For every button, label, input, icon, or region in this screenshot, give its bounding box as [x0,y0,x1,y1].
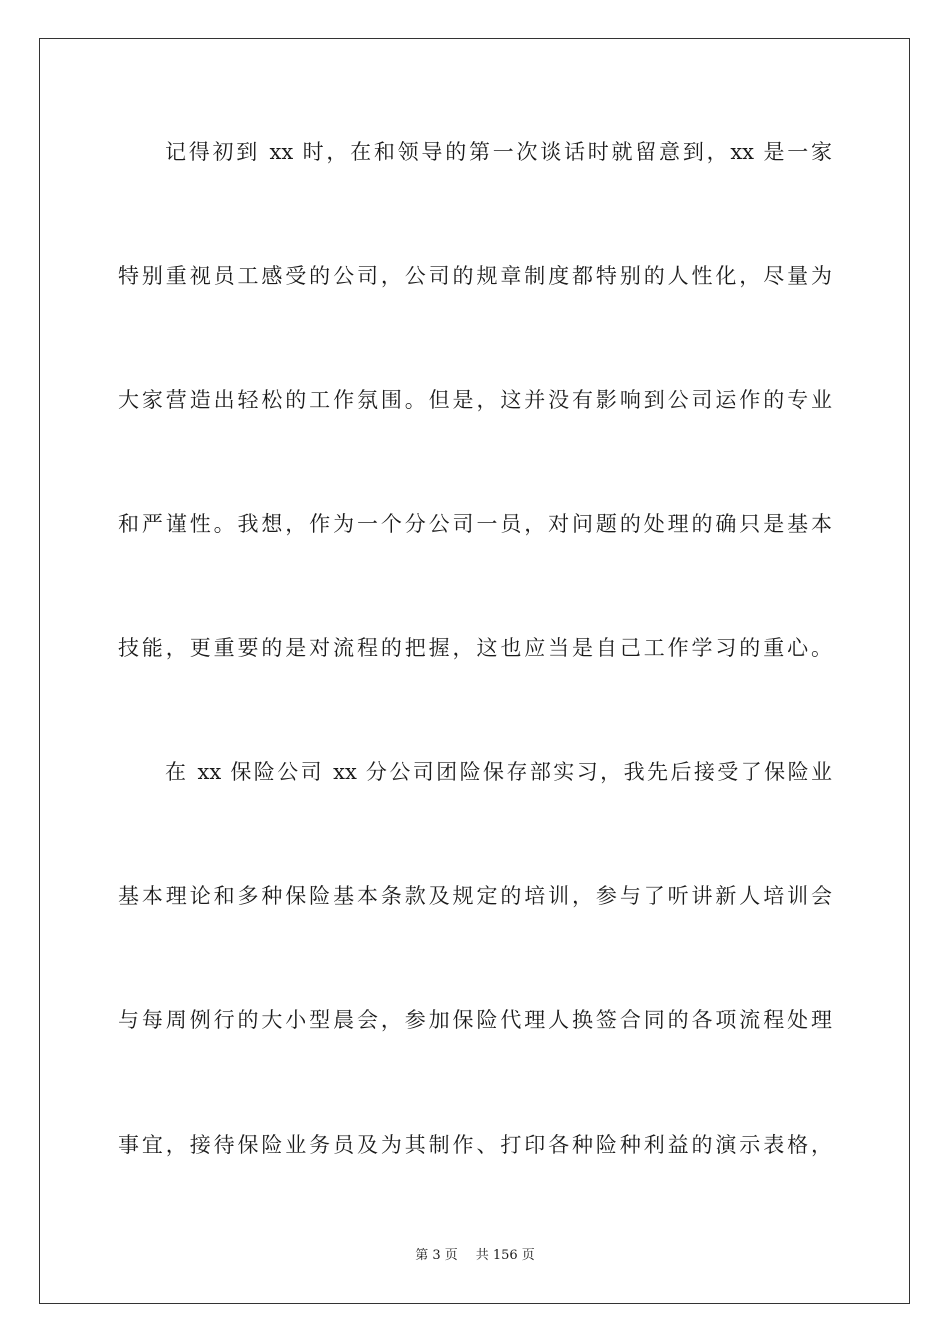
page-border [39,38,910,1304]
paragraph-1-line-3: 大家营造出轻松的工作氛围。但是，这并没有影响到公司运作的专业 [118,388,832,412]
paragraph-2-line-3: 与每周例行的大小型晨会，参加保险代理人换签合同的各项流程处理 [118,1008,832,1032]
paragraph-1-line-2: 特别重视员工感受的公司，公司的规章制度都特别的人性化，尽量为 [118,264,832,288]
page-footer [0,1247,950,1265]
paragraph-1-line-4: 和严谨性。我想，作为一个分公司一员，对问题的处理的确只是基本 [118,512,832,536]
paragraph-2-line-2: 基本理论和多种保险基本条款及规定的培训，参与了听讲新人培训会 [118,884,832,908]
paragraph-1-line-1: 记得初到 xx 时，在和领导的第一次谈话时就留意到，xx 是一家 [165,140,832,164]
paragraph-2-line-4: 事宜，接待保险业务员及为其制作、打印各种险种利益的演示表格， [118,1133,832,1157]
total-pages: 共 156 页 [475,1248,535,1263]
paragraph-2-line-1: 在 xx 保险公司 xx 分公司团险保存部实习，我先后接受了保险业 [165,760,832,784]
paragraph-1-line-5: 技能，更重要的是对流程的把握，这也应当是自己工作学习的重心。 [118,636,832,660]
page-number: 第 3 页 [415,1248,458,1263]
